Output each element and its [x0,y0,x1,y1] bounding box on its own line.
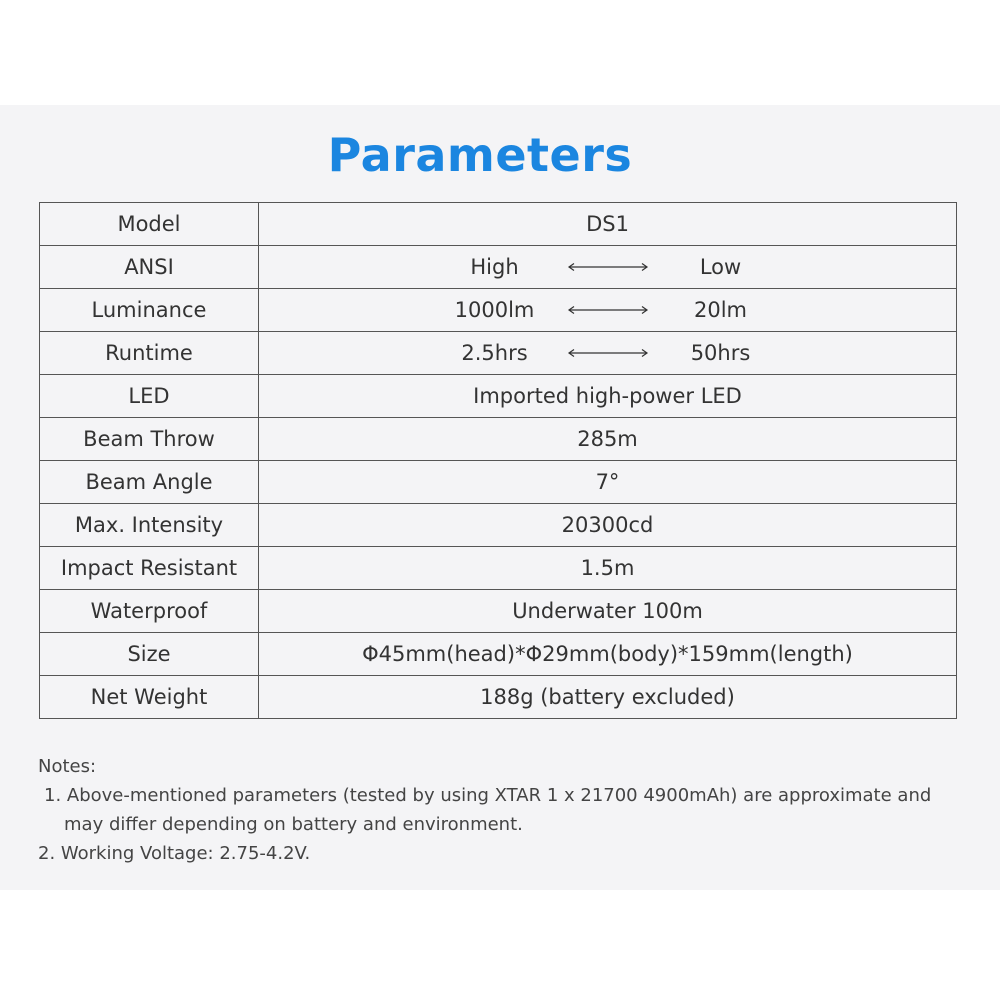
table-row [40,633,957,676]
row-label: Max. Intensity [40,504,259,547]
row-label: Beam Angle [40,461,259,504]
table-row [40,504,957,547]
table-row [40,246,957,289]
notes-section [38,752,968,868]
page-title: Parameters [327,128,633,182]
row-value: 1.5m [259,547,957,590]
table-row [40,547,957,590]
note-item-1: 1. Above-mentioned parameters (tested by using XTAR 1 x 21700 4900mAh) are approximate and [44,785,932,806]
row-value-range [259,246,957,289]
row-value: Imported high-power LED [259,375,957,418]
high-value: 2.5hrs [461,341,528,365]
table-row [40,332,957,375]
notes-heading: Notes: [38,756,97,777]
row-value-range [259,289,957,332]
table-row [40,418,957,461]
double-arrow-icon [565,348,651,358]
note-item-2: 2. Working Voltage: 2.75-4.2V. [38,843,311,864]
double-arrow-icon [565,262,651,272]
row-label: Waterproof [40,590,259,633]
row-label: Model [40,203,259,246]
table-row [40,461,957,504]
row-label: Impact Resistant [40,547,259,590]
row-label: Beam Throw [40,418,259,461]
row-label: Net Weight [40,676,259,719]
table-row [40,375,957,418]
row-value: Underwater 100m [259,590,957,633]
row-label: ANSI [40,246,259,289]
row-value: DS1 [259,203,957,246]
high-value: High [470,255,519,279]
row-label: LED [40,375,259,418]
parameters-table [39,202,957,719]
row-value-range [259,332,957,375]
low-value: 50hrs [690,341,751,365]
row-label: Runtime [40,332,259,375]
row-value: Φ45mm(head)*Φ29mm(body)*159mm(length) [259,633,957,676]
table-row [40,676,957,719]
row-value: 20300cd [259,504,957,547]
table-row [40,590,957,633]
table-row [40,203,957,246]
row-value: 285m [259,418,957,461]
row-label: Luminance [40,289,259,332]
row-value: 7° [259,461,957,504]
high-value: 1000lm [454,298,535,322]
low-value: Low [699,255,742,279]
note-item-1-continued: may differ depending on battery and environment. [64,814,523,835]
row-label: Size [40,633,259,676]
table-row [40,289,957,332]
low-value: 20lm [693,298,747,322]
double-arrow-icon [565,305,651,315]
row-value: 188g (battery excluded) [259,676,957,719]
